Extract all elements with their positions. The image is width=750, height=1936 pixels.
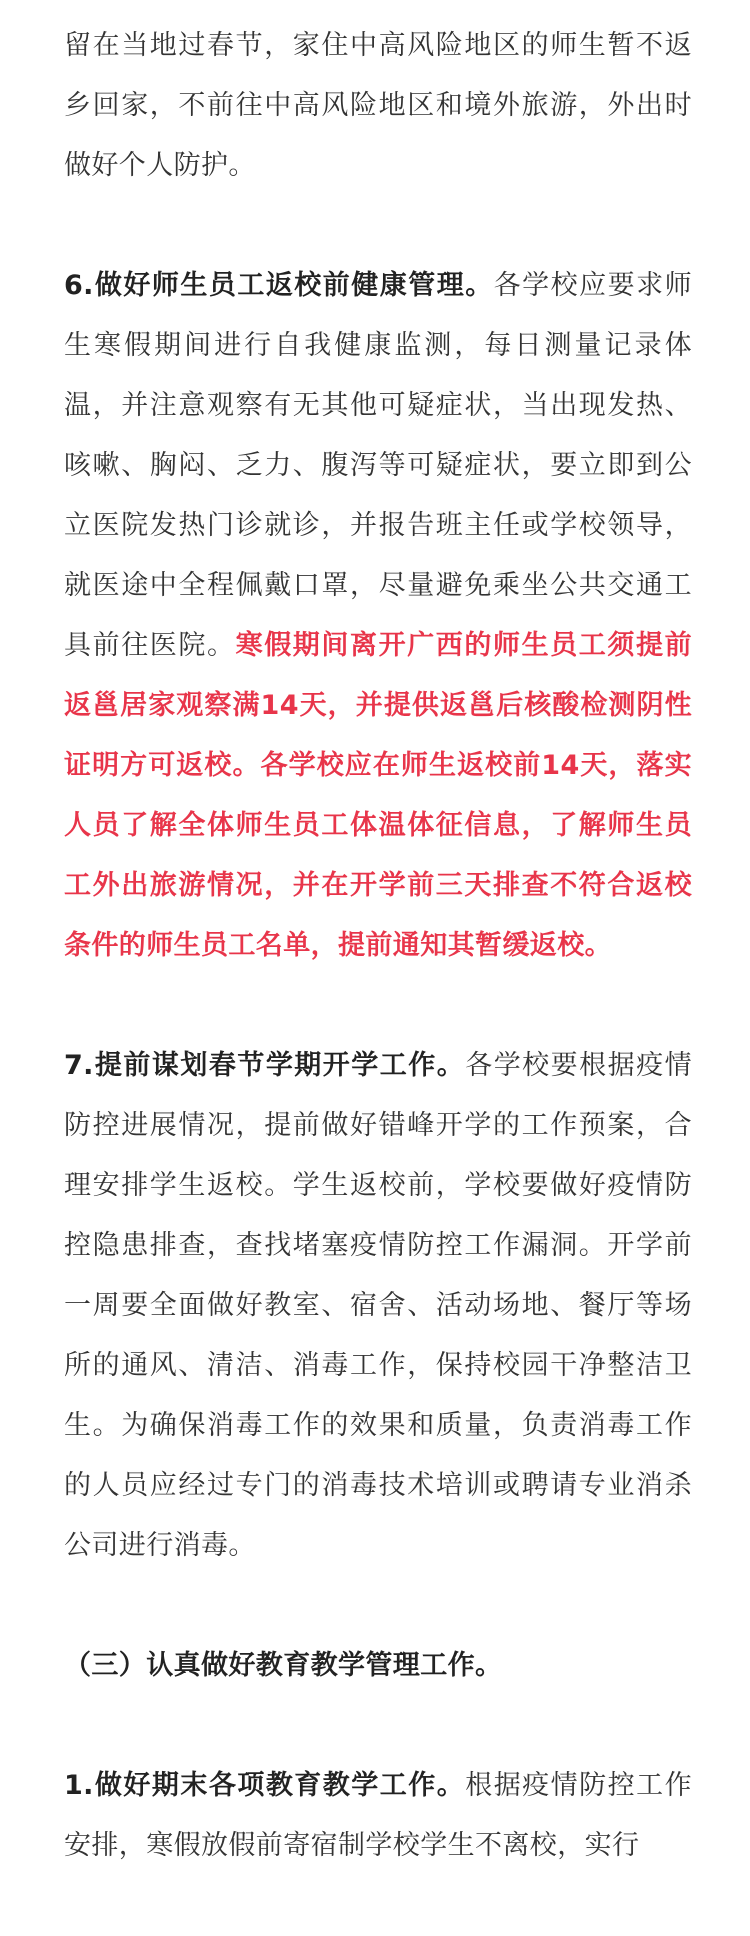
- paragraph-intro: [64, 0, 692, 196]
- article-body: [64, 0, 692, 1936]
- clipped-line: [64, 0, 594, 1]
- paragraph-7-heading: 7.提前谋划春节学期开学工作。: [64, 1050, 466, 1081]
- intro-text: 留在当地过春节，家住中高风险地区的师生暂不返乡回家，不前往中高风险地区和境外旅游，外出时做好个人防护。: [64, 30, 692, 181]
- paragraph-7-body: 各学校要根据疫情防控进展情况，提前做好错峰开学的工作预案，合理安排学生返校。学生返校前，学校要做好疫情防控隐患排查，查找堵塞疫情防控工作漏洞。开学前一周要全面做好教室、宿舍、活动场地、餐厅等场所的通风、清洁、消毒工作，保持校园干净整洁卫生。为确保消毒工作的效果和质量，负责消毒工作的人员应经过专门的消毒技术培训或聘请专业消杀公司进行消毒。: [64, 1050, 693, 1561]
- paragraph-7: [64, 1036, 692, 1576]
- paragraph-6-body: 各学校应要求师生寒假期间进行自我健康监测，每日测量记录体温，并注意观察有无其他可疑症状，当出现发热、咳嗽、胸闷、乏力、腹泻等可疑症状，要立即到公立医院发热门诊就诊，并报告班主任或学校领导，就医途中全程佩戴口罩，尽量避免乘坐公共交通工具前往医院。: [64, 270, 692, 661]
- paragraph-1-heading: 1.做好期末各项教育教学工作。: [64, 1770, 466, 1801]
- paragraph-1: [64, 1756, 692, 1876]
- paragraph-6-highlight: 寒假期间离开广西的师生员工须提前返邕居家观察满14天，并提供返邕后核酸检测阴性证明方可返校。各学校应在师生返校前14天，落实人员了解全体师生员工体温体征信息，了解师生员工外出旅游情况，并在开学前三天排查不符合返校条件的师生员工名单，提前通知其暂缓返校。: [64, 630, 692, 961]
- paragraph-6: [64, 256, 692, 976]
- paragraph-6-heading: 6.做好师生员工返校前健康管理。: [64, 270, 494, 301]
- section-heading-3: （三）认真做好教育教学管理工作。: [64, 1650, 503, 1681]
- paragraph-1-body: 根据疫情防控工作安排，寒假放假前寄宿制学校学生不离校，实行: [64, 1770, 693, 1861]
